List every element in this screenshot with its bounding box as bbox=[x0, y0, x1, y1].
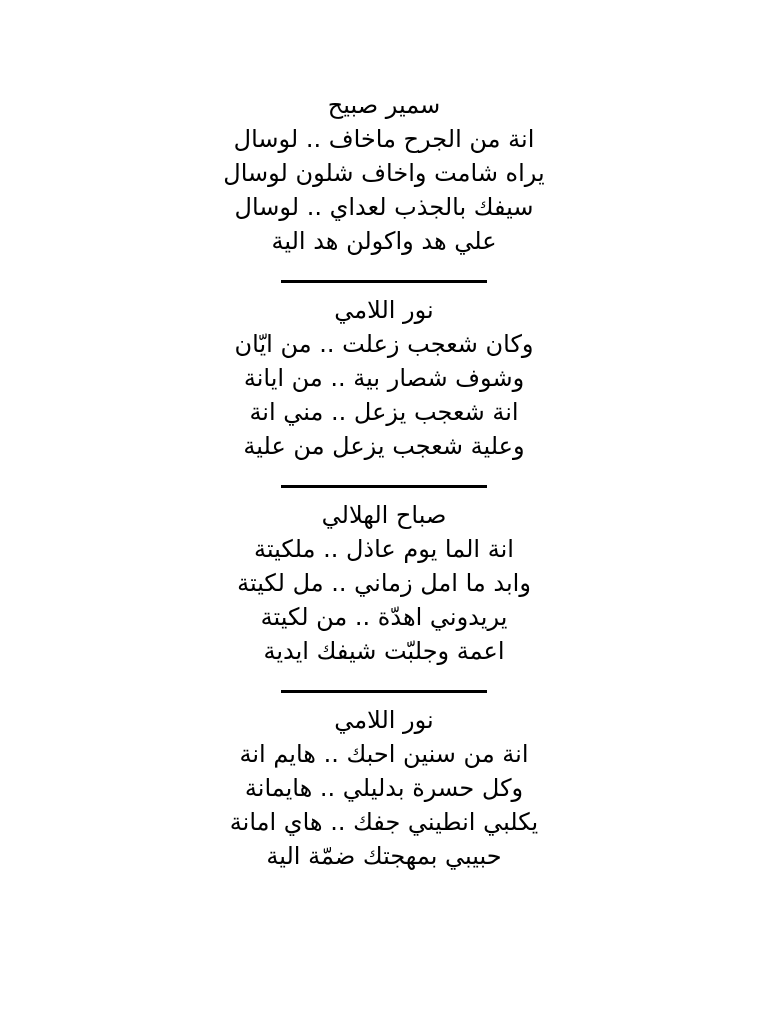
poet-name: صباح الهلالي bbox=[321, 501, 447, 529]
verse-line: اعمة وجلبّت شيفك ايدية bbox=[263, 637, 505, 665]
verse-line: وكان شعجب زعلت .. من ايّان bbox=[234, 330, 534, 358]
verse-line: وابد ما امل زماني .. مل لكيتة bbox=[237, 569, 531, 597]
verse-line: انة من سنين احبك .. هايم انة bbox=[239, 740, 529, 768]
verse-line: وشوف شصار بية .. من ايانة bbox=[243, 364, 525, 392]
stanza-2 bbox=[184, 293, 584, 463]
poet-name: سمير صبيح bbox=[327, 91, 441, 119]
verse-line: يريدوني اهدّة .. من لكيتة bbox=[260, 603, 508, 631]
stanza-3 bbox=[184, 498, 584, 668]
section-divider bbox=[281, 280, 487, 283]
section-divider bbox=[281, 485, 487, 488]
verse-line: انة الما يوم عاذل .. ملكيتة bbox=[254, 535, 514, 563]
poet-name: نور اللامي bbox=[334, 706, 434, 734]
section-divider bbox=[281, 690, 487, 693]
verse-line: انة شعجب يزعل .. مني انة bbox=[249, 398, 519, 426]
verse-line: علي هد واكولن هد الية bbox=[271, 227, 497, 255]
verse-line: حبيبي بمهجتك ضمّة الية bbox=[266, 842, 502, 870]
stanza-1 bbox=[184, 88, 584, 258]
poem-column bbox=[184, 88, 584, 873]
verse-line: سيفك بالجذب لعداي .. لوسال bbox=[234, 193, 534, 221]
verse-line: وكل حسرة بدليلي .. هايمانة bbox=[244, 774, 524, 802]
verse-line: انة من الجرح ماخاف .. لوسال bbox=[233, 125, 535, 153]
stanza-4 bbox=[184, 703, 584, 873]
verse-line: يكلبي انطيني جفك .. هاي امانة bbox=[229, 808, 539, 836]
verse-line: يراه شامت واخاف شلون لوسال bbox=[223, 159, 545, 187]
verse-line: وعلية شعجب يزعل من علية bbox=[243, 432, 525, 460]
poet-name: نور اللامي bbox=[334, 296, 434, 324]
